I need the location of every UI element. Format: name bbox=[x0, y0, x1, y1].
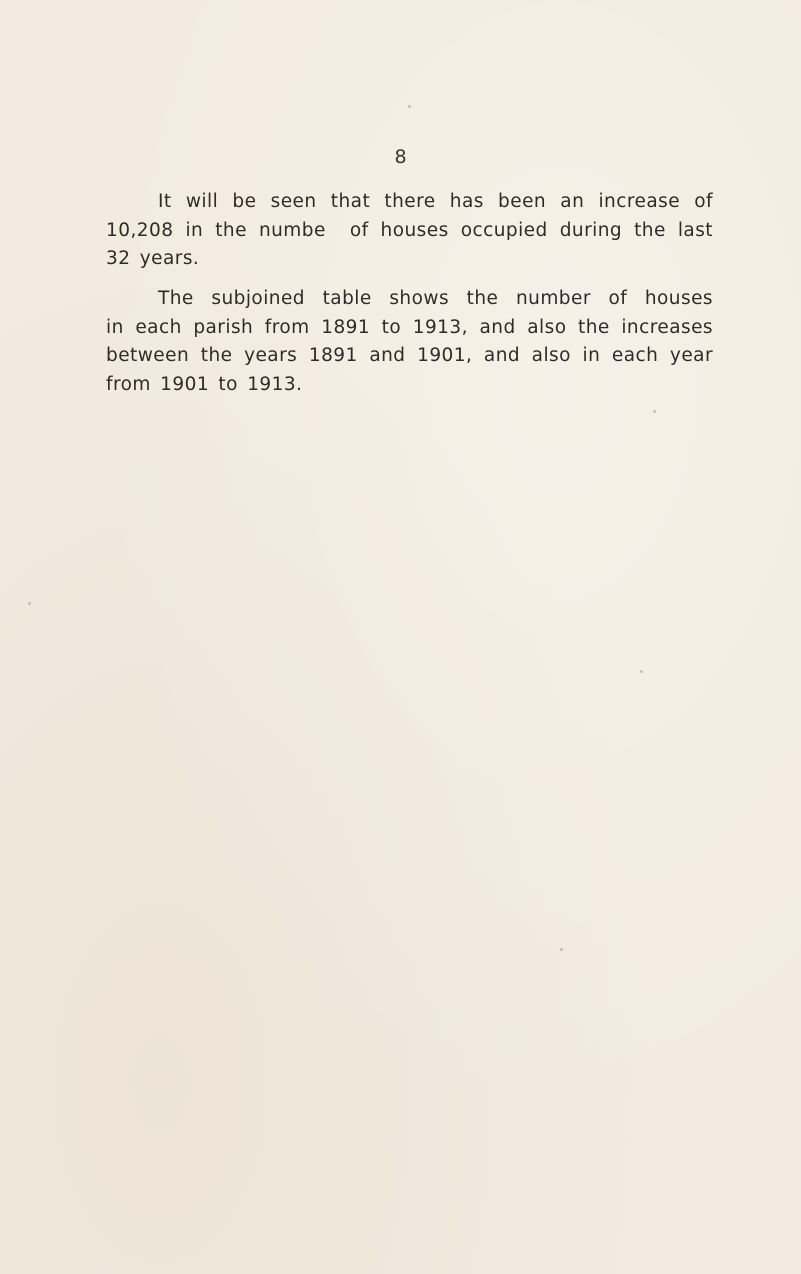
paragraph-line: between the years 1891 and 1901, and also in each year bbox=[106, 345, 713, 367]
paper-speck bbox=[408, 105, 411, 108]
paragraph-line: The subjoined table shows the number of houses bbox=[158, 288, 713, 309]
paper-speck bbox=[653, 410, 656, 413]
paragraph-table-intro bbox=[106, 285, 713, 400]
paragraph-houses-increase bbox=[106, 188, 713, 274]
paragraph-line: 32 years. bbox=[106, 248, 200, 270]
paragraph-line: from 1901 to 1913. bbox=[106, 374, 303, 396]
paragraph-line: 10,208 in the numbe of houses occupied during the last bbox=[106, 219, 713, 241]
paragraph-line: It will be seen that there has been an increase of bbox=[158, 191, 713, 212]
page-number: 8 bbox=[394, 146, 407, 168]
paragraph-line: in each parish from 1891 to 1913, and also the increases bbox=[106, 316, 713, 338]
paper-speck bbox=[640, 670, 643, 673]
paper-speck bbox=[28, 602, 31, 605]
paper-speck bbox=[560, 948, 563, 951]
